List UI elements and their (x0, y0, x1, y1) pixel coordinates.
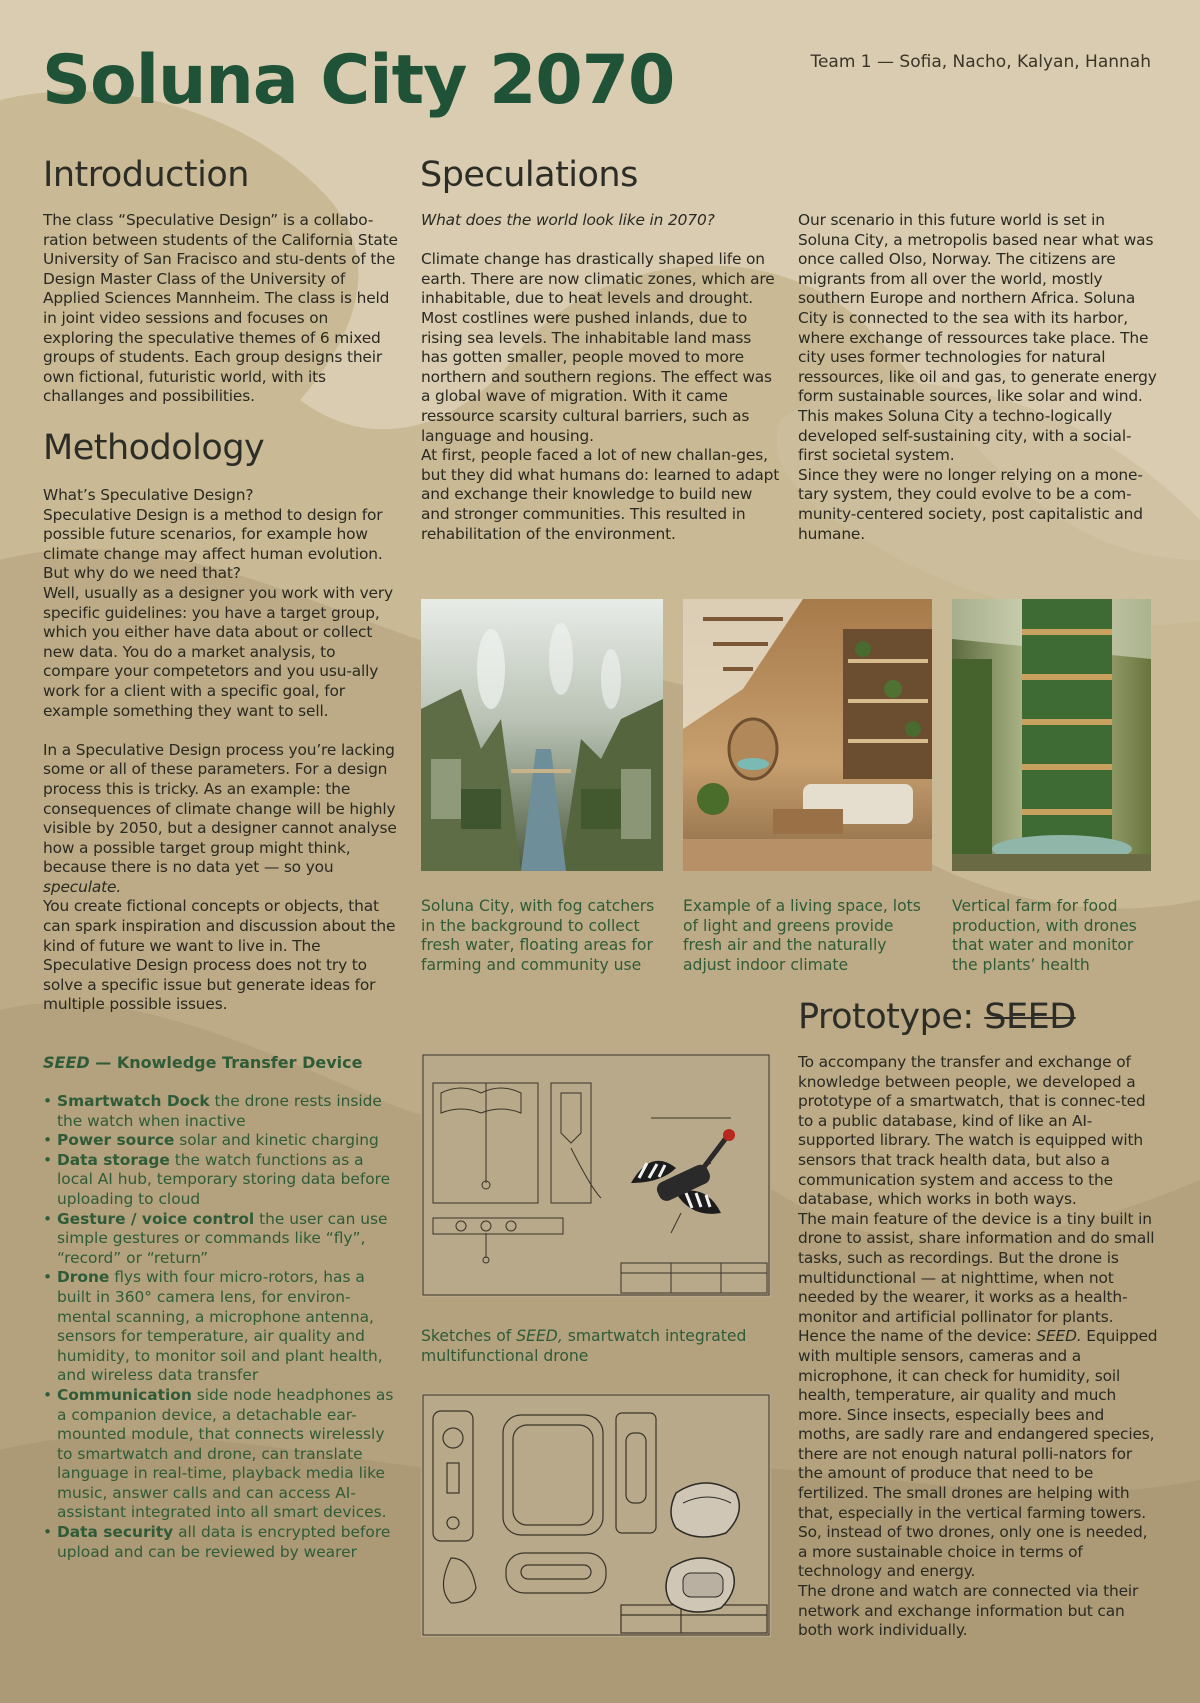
caption-prefix: Sketches of (421, 1327, 517, 1345)
speculations-col1 (421, 211, 781, 544)
vertical-farm-caption: Vertical farm for food production, with drones that water and monitor the plants’ health (952, 897, 1137, 974)
seed-features-list (43, 1092, 398, 1562)
feature-label: Power source (57, 1131, 175, 1150)
methodology-paragraph: Speculative Design is a method to design for possible future scenarios, for example how climate change may affect human evolution. But why do we need that? (43, 505, 383, 583)
feature-label: Data security (57, 1523, 174, 1542)
prototype-text (798, 1053, 1160, 1641)
seed-subtitle: — Knowledge Transfer Device (89, 1053, 363, 1072)
feature-label: Gesture / voice control (57, 1209, 255, 1228)
methodology-p4: In a Speculative Design process you’re lacking some or all of these parameters. For a design process this is tricky. As an example: the consequences of climate change will be highly visible by 2050, but a designer cannot analyse how a possible target group might think, because there is no data yet — so you (43, 740, 397, 877)
city-image-caption: Soluna City, with fog catchers in the background to collect fresh water, floating areas for farming and community use (421, 897, 655, 974)
feature-text: solar and kinetic charging (174, 1131, 379, 1150)
prototype-p2a: The main feature of the device is a tiny built in drone to assist, share information and do small tasks, such as recordings. But the drone is multidunctional — at nighttime, when not needed by the wearer, it works as a health-monitor and artificial pollinator for plants. Hence the name of the device: (798, 1209, 1155, 1346)
introduction-heading: Introduction (43, 155, 249, 195)
speculations-paragraph: Our scenario in this future world is set in Soluna City, a metropolis based near what was once called Olso, Norway. The citizens are migrants from all over the world, mostly southern Europe and northern Africa. Soluna City is connected to the sea with its harbor, where exchange of ressources take place. The city uses former technologies for natural ressources, like oil and gas, to generate energy form sustainable sources, like solar and wind. This makes Soluna City a techno-logically developed self-sustaining city, with a social-first societal system. (798, 211, 1157, 465)
team-credits: Team 1 — Sofia, Nacho, Kalyan, Hannah (810, 52, 1151, 72)
caption-suffix: smartwatch integrated multifunctional drone (421, 1327, 747, 1365)
feature-label: Communication (57, 1385, 192, 1404)
feature-label: Drone (57, 1268, 110, 1287)
feature-label: Smartwatch Dock (57, 1092, 210, 1110)
list-item (43, 1131, 398, 1151)
seed-device-heading (43, 1053, 362, 1072)
speculations-paragraph: At first, people faced a lot of new challan-ges, but they did what humans do: learned to adapt and exchange their knowledge to build new and stronger communities. This resulted in rehabilitation of the environment. (421, 446, 780, 543)
city-fog-catchers-image (421, 599, 663, 871)
living-space-caption: Example of a living space, lots of light and greens provide fresh air and the naturally adjust indoor climate (683, 897, 921, 974)
living-space-image (683, 599, 932, 871)
speculations-question: What does the world look like in 2070? (421, 211, 715, 229)
list-item (43, 1268, 398, 1386)
feature-text: flys with four micro-rotors, has a built in 360° camera lens, for environ-mental scanning, a microphone antenna, sensors for temperature, air quality and humidity, to monitor soil and plant health, and wireless data transfer (57, 1268, 383, 1385)
speculations-col2 (798, 211, 1158, 544)
methodology-question: What’s Speculative Design? (43, 486, 254, 504)
speculations-paragraph: Since they were no longer relying on a mone-tary system, they could evolve to be a com-munity-centered society, post capitalistic and humane. (798, 465, 1143, 543)
methodology-heading: Methodology (43, 428, 265, 468)
sketches-caption (421, 1327, 771, 1366)
prototype-heading (798, 997, 1076, 1037)
feature-text: the user can use simple gestures or commands like “fly”, “record” or “return” (57, 1209, 388, 1267)
methodology-paragraph: Well, usually as a designer you work with very specific guidelines: you have a target group, which you either have data about or collect new data. You do a market analysis, to compare your competetors and you usu-ally work for a client with a specific goal, for example something they want to sell. (43, 583, 394, 720)
drone-sketch-image (421, 1053, 771, 1297)
speculations-heading: Speculations (420, 155, 638, 195)
prototype-paragraph (798, 1210, 1160, 1582)
prototype-label: Prototype: (798, 997, 985, 1037)
introduction-text: The class “Speculative Design” is a collabo-ration between students of the California State University of San Fracisco and stu-dents of the Design Master Class of the University of Applied Sciences Mannheim. The class is held in joint video sessions and focuses on exploring the speculative themes of 6 mixed groups of students. Each group designs their own fictional, futuristic world, with its challanges and possibilities. (43, 211, 398, 406)
list-item (43, 1386, 398, 1523)
prototype-seed-struck: SEED (984, 997, 1076, 1037)
seed-name: SEED (43, 1053, 90, 1072)
feature-text: the drone rests inside the watch when inactive (57, 1092, 382, 1130)
feature-label: Data storage (57, 1150, 170, 1169)
vertical-farm-image (952, 599, 1151, 871)
methodology-speculate: speculate. (43, 877, 122, 896)
list-item (43, 1151, 398, 1210)
list-item (43, 1523, 398, 1562)
prototype-p2c: Equipped with multiple sensors, cameras and a microphone, it can check for humidity, soil health, temperature, air quality and much more. Since insects, especially bees and moths, are sadly rare and endangered species, there are not enough natural polli-nators for the amount of produce that need to be fertilized. The small drones are helping with that, especially in the vertical farming towers. So, instead of two drones, only one is needed, a more sustainable choice in terms of technology and energy. (798, 1327, 1158, 1581)
feature-text: all data is encrypted before upload and can be reviewed by wearer (57, 1523, 391, 1561)
feature-text: the watch functions as a local AI hub, temporary storing data before uploading to cloud (57, 1150, 391, 1208)
methodology-paragraph: You create fictional concepts or objects, that can spark inspiration and discussion about the kind of future we want to live in. The Speculative Design process does not try to solve a specific issue but generate ideas for multiple possible issues. (43, 897, 396, 1014)
list-item (43, 1210, 398, 1269)
prototype-paragraph: The drone and watch are connected via their network and exchange information but can both work individually. (798, 1582, 1139, 1640)
speculations-paragraph: Climate change has drastically shaped life on earth. There are now climatic zones, which are inhabitable, due to heat levels and drought. Most costlines were pushed inlands, due to rising sea levels. The inhabitable land mass has gotten smaller, people moved to more northern and southern regions. The effect was a global wave of migration. With it came ressource scarsity cultural barriers, such as language and housing. (421, 250, 775, 445)
methodology-text (43, 486, 398, 1015)
caption-seed: SEED, (516, 1327, 563, 1345)
page-title: Soluna City 2070 (42, 41, 675, 120)
watch-sketch-image (421, 1393, 771, 1637)
prototype-paragraph: To accompany the transfer and exchange of knowledge between people, we developed a prototype of a smartwatch, that is connec-ted to a public database, kind of like an AI-supported library. The watch is equipped with sensors that track health data, but also a communication system and access to the database, which works in both ways. (798, 1053, 1146, 1209)
prototype-p2-seed: SEED. (1036, 1327, 1082, 1346)
list-item (43, 1092, 398, 1131)
methodology-paragraph (43, 741, 398, 898)
feature-text: side node headphones as a companion device, a detachable ear-mounted module, that connects wirelessly to smartwatch and drone, can translate language in real-time, playback media like music, answer calls and can access AI-assistant integrated into all smart devices. (57, 1385, 394, 1522)
